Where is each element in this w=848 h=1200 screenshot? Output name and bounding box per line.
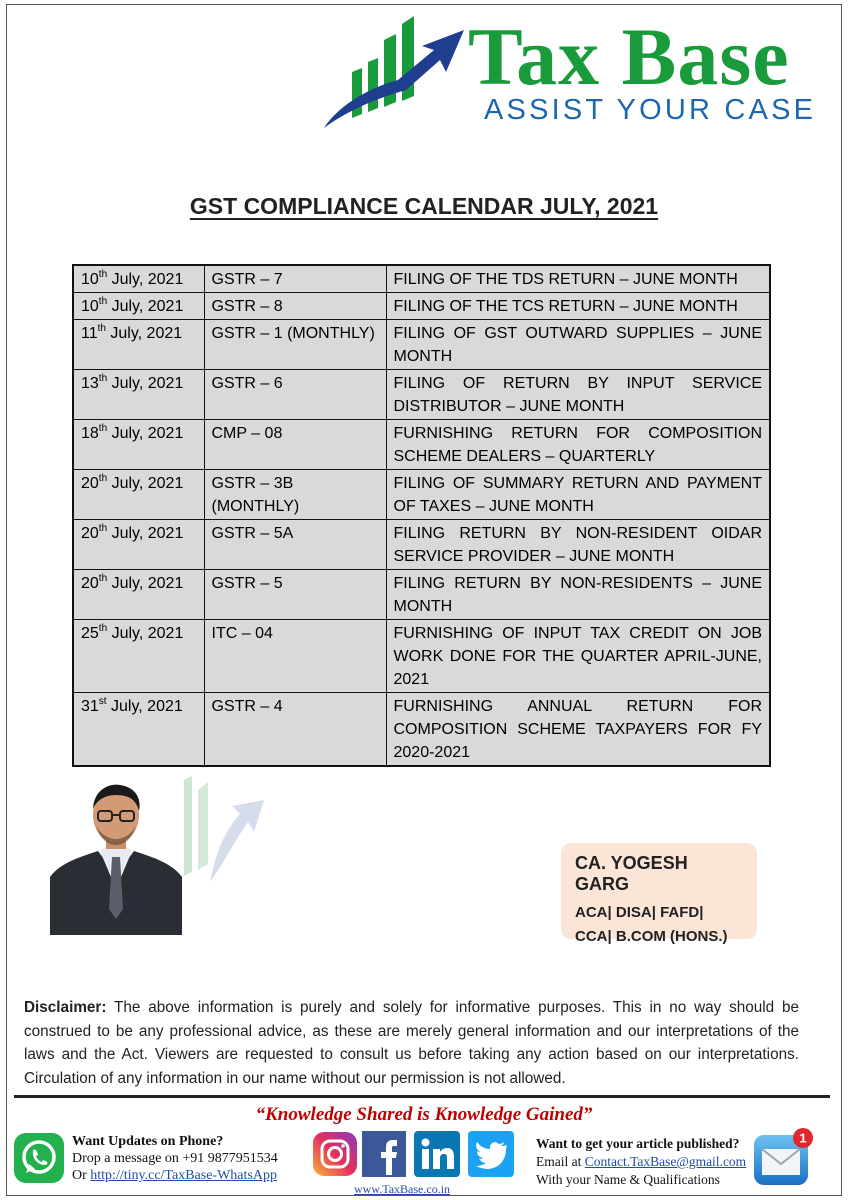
brand-tagline: ASSIST YOUR CASE xyxy=(484,94,817,126)
return-form-cell: GSTR – 3B (MONTHLY) xyxy=(204,470,386,520)
disclaimer xyxy=(24,996,799,1090)
due-date-cell xyxy=(73,293,204,320)
publish-email-line xyxy=(536,1153,746,1171)
footer-quote: “Knowledge Shared is Knowledge Gained” xyxy=(255,1104,593,1125)
return-form-cell: GSTR – 1 (MONTHLY) xyxy=(204,320,386,370)
compliance-calendar-table xyxy=(72,264,771,767)
due-day: 25 xyxy=(81,625,99,642)
table-row xyxy=(73,570,770,620)
due-date-cell xyxy=(73,370,204,420)
due-day: 10 xyxy=(81,271,99,288)
return-form-cell: GSTR – 8 xyxy=(204,293,386,320)
table-row xyxy=(73,693,770,767)
author-qualifications-line2: CCA| B.COM (HONS.) xyxy=(575,928,728,945)
description-cell: FURNISHING RETURN FOR COMPOSITION SCHEME DEALERS – QUARTERLY xyxy=(386,420,770,470)
due-day-suffix: th xyxy=(98,372,108,384)
facebook-icon[interactable] xyxy=(362,1131,406,1177)
publish-email-link[interactable]: Contact.TaxBase@gmail.com xyxy=(584,1154,747,1169)
whatsapp-heading: Want Updates on Phone? xyxy=(72,1134,224,1149)
due-month-year: July, 2021 xyxy=(106,698,183,715)
table-row xyxy=(73,320,770,370)
return-form-cell: GSTR – 5 xyxy=(204,570,386,620)
due-day-suffix: th xyxy=(98,572,108,584)
twitter-icon[interactable] xyxy=(468,1131,514,1177)
due-day-suffix: th xyxy=(98,472,108,484)
due-month-year: July, 2021 xyxy=(107,575,184,592)
due-day: 20 xyxy=(81,475,99,492)
description-cell: FILING OF RETURN BY INPUT SERVICE DISTRIBUTOR – JUNE MONTH xyxy=(386,370,770,420)
due-date-cell xyxy=(73,620,204,693)
description-cell: FILING OF THE TDS RETURN – JUNE MONTH xyxy=(386,265,770,293)
due-day: 11 xyxy=(81,325,98,342)
return-form-cell: GSTR – 6 xyxy=(204,370,386,420)
author-card xyxy=(561,843,757,945)
due-month-year: July, 2021 xyxy=(107,298,184,315)
publish-note: With your Name & Qualifications xyxy=(536,1172,720,1187)
linkedin-icon[interactable] xyxy=(414,1131,460,1177)
watermark-logo xyxy=(180,772,270,897)
due-date-cell xyxy=(73,320,204,370)
due-date-cell xyxy=(73,693,204,767)
whatsapp-phone: Drop a message on +91 9877951534 xyxy=(72,1151,278,1166)
description-cell: FILING OF SUMMARY RETURN AND PAYMENT OF TAXES – JUNE MONTH xyxy=(386,470,770,520)
publish-info xyxy=(536,1135,746,1189)
author-qualifications-line1: ACA| DISA| FAFD| xyxy=(575,904,704,921)
description-cell: FILING OF GST OUTWARD SUPPLIES – JUNE MONTH xyxy=(386,320,770,370)
website-link[interactable]: www.TaxBase.co.in xyxy=(354,1182,451,1196)
due-day-suffix: th xyxy=(98,522,108,534)
due-day: 18 xyxy=(81,425,99,442)
page-title xyxy=(0,193,848,220)
whatsapp-link-prefix: Or xyxy=(72,1168,91,1183)
due-day: 10 xyxy=(81,298,99,315)
publish-email-prefix: Email at xyxy=(536,1154,585,1169)
return-form-cell: GSTR – 7 xyxy=(204,265,386,293)
table-row xyxy=(73,370,770,420)
growth-arrow-icon xyxy=(318,10,493,135)
author-name: CA. YOGESH GARG xyxy=(575,853,688,894)
publish-heading: Want to get your article published? xyxy=(536,1136,740,1151)
due-date-cell xyxy=(73,570,204,620)
description-cell: FURNISHING OF INPUT TAX CREDIT ON JOB WORK DONE FOR THE QUARTER APRIL-JUNE, 2021 xyxy=(386,620,770,693)
disclaimer-label: Disclaimer: xyxy=(24,999,107,1016)
due-day: 31 xyxy=(81,698,99,715)
return-form-cell: CMP – 08 xyxy=(204,420,386,470)
due-month-year: July, 2021 xyxy=(107,271,184,288)
table-row xyxy=(73,620,770,693)
description-cell: FILING RETURN BY NON-RESIDENT OIDAR SERVICE PROVIDER – JUNE MONTH xyxy=(386,520,770,570)
due-date-cell xyxy=(73,520,204,570)
due-day: 20 xyxy=(81,575,99,592)
return-form-cell: ITC – 04 xyxy=(204,620,386,693)
table-row xyxy=(73,293,770,320)
table-row xyxy=(73,470,770,520)
due-date-cell xyxy=(73,420,204,470)
due-day-suffix: th xyxy=(98,422,108,434)
due-month-year: July, 2021 xyxy=(107,475,184,492)
page-title-text: GST COMPLIANCE CALENDAR JULY, 2021 xyxy=(189,193,659,219)
table-row xyxy=(73,520,770,570)
due-date-cell xyxy=(73,470,204,520)
instagram-icon[interactable] xyxy=(312,1131,358,1177)
due-day-suffix: th xyxy=(98,622,108,634)
mail-icon[interactable] xyxy=(752,1127,818,1189)
due-month-year: July, 2021 xyxy=(107,375,184,392)
description-cell: FILING OF THE TCS RETURN – JUNE MONTH xyxy=(386,293,770,320)
whatsapp-link[interactable]: http://tiny.cc/TaxBase-WhatsApp xyxy=(90,1168,277,1183)
return-form-cell: GSTR – 4 xyxy=(204,693,386,767)
due-day-suffix: st xyxy=(98,695,107,707)
description-cell: FURNISHING ANNUAL RETURN FOR COMPOSITION SCHEME TAXPAYERS FOR FY 2020-2021 xyxy=(386,693,770,767)
disclaimer-text: The above information is purely and solely for informative purposes. This in no way should be construed to be any professional advice, as these are merely general information and our interpretations of the laws and the Act. Viewers are requested to consult us before taking any action based on our interpretations. Circulation of any information in our name without our permission is not allowed. xyxy=(24,999,799,1087)
return-form-cell: GSTR – 5A xyxy=(204,520,386,570)
due-date-cell xyxy=(73,265,204,293)
whatsapp-info xyxy=(72,1133,278,1184)
table-row xyxy=(73,265,770,293)
brand-name: Tax Base xyxy=(468,11,790,102)
footer-divider xyxy=(14,1095,830,1098)
whatsapp-icon[interactable] xyxy=(14,1133,64,1183)
description-cell: FILING RETURN BY NON-RESIDENTS – JUNE MONTH xyxy=(386,570,770,620)
due-month-year: July, 2021 xyxy=(107,425,184,442)
table-row xyxy=(73,420,770,470)
due-day-suffix: th xyxy=(98,268,108,280)
mail-badge-count: 1 xyxy=(799,1130,807,1146)
author-photo xyxy=(50,779,182,935)
due-month-year: July, 2021 xyxy=(107,625,184,642)
due-month-year: July, 2021 xyxy=(105,325,183,342)
due-month-year: July, 2021 xyxy=(107,525,184,542)
due-day-suffix: th xyxy=(98,295,108,307)
taxbase-logo xyxy=(318,10,838,135)
due-day-suffix: th xyxy=(97,322,106,334)
due-day: 20 xyxy=(81,525,99,542)
whatsapp-link-line xyxy=(72,1167,278,1184)
due-day: 13 xyxy=(81,375,99,392)
